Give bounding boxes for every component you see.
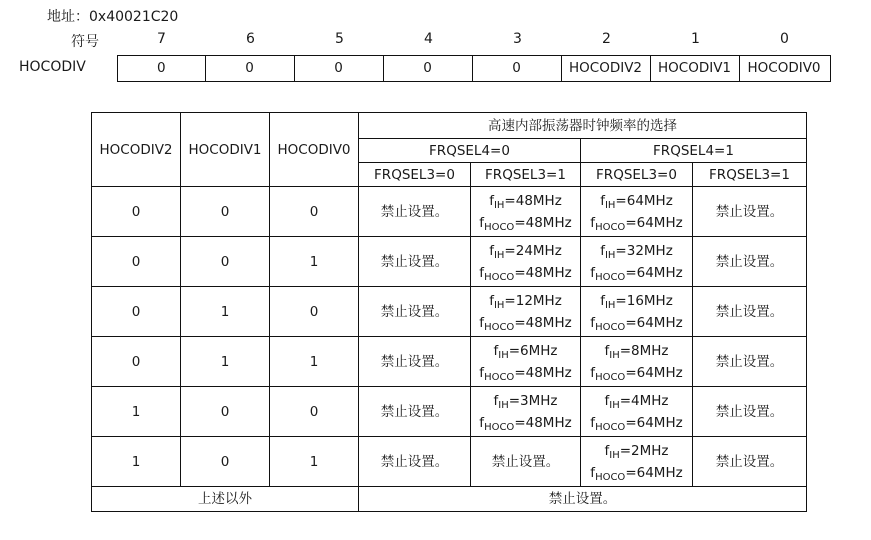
fih-value: $f_{IH}=64MHz$ [600,192,673,211]
frequency-cell [581,337,693,387]
forbidden-cell: 禁止设置。 [359,187,471,237]
fhoco-value: $f_{HOCO}=64MHz$ [590,414,683,433]
bit-value: 0 [270,187,359,237]
forbidden-cell: 禁止设置。 [693,237,807,287]
table-row [92,337,807,387]
frequency-cell [581,437,693,487]
bit-value: 1 [92,437,181,487]
fhoco-value: $f_{HOCO}=64MHz$ [590,464,683,483]
bit-number-0: 0 [780,31,789,47]
frequency-cell [581,237,693,287]
register-name: HOCODIV [19,59,86,75]
frqsel3-header: FRQSEL3=1 [471,163,581,187]
group-title: 高速内部振荡器时钟频率的选择 [359,113,807,139]
register-bit-4: 0 [384,56,473,81]
other-value: 禁止设置。 [359,487,807,512]
frqsel3-header: FRQSEL3=0 [581,163,693,187]
bit-value: 0 [92,237,181,287]
register-bit-0: HOCODIV0 [747,60,821,76]
bit-number-6: 6 [246,31,255,47]
frequency-cell [471,337,581,387]
forbidden-cell: 禁止设置。 [693,387,807,437]
symbol-label: 符号 [71,34,99,50]
fih-value: $f_{IH}=48MHz$ [489,192,562,211]
bit-value: 1 [270,337,359,387]
frequency-cell [471,187,581,237]
table-row [92,237,807,287]
table-row [92,387,807,437]
frequency-cell [581,387,693,437]
fih-value: $f_{IH}=4MHz$ [604,392,669,411]
bit-value: 1 [92,387,181,437]
column-header: HOCODIV0 [270,113,359,187]
fhoco-value: $f_{HOCO}=64MHz$ [590,314,683,333]
table-row [92,287,807,337]
bit-number-1: 1 [691,31,700,47]
forbidden-cell: 禁止设置。 [693,337,807,387]
frqsel3-header: FRQSEL3=1 [693,163,807,187]
bit-number-2: 2 [602,31,611,47]
bit-number-5: 5 [335,31,344,47]
frequency-cell [471,287,581,337]
bit-number-3: 3 [513,31,522,47]
hocodiv-setting-table [91,112,807,512]
forbidden-cell: 禁止设置。 [693,187,807,237]
fih-value: $f_{IH}=2MHz$ [604,442,669,461]
bit-value: 0 [181,437,270,487]
table-body [92,113,807,512]
fhoco-value: $f_{HOCO}=48MHz$ [479,314,572,333]
bit-value: 0 [92,337,181,387]
register-address: 地址：0x40021C20 [47,9,179,25]
column-header: HOCODIV2 [92,113,181,187]
register-bit-2: HOCODIV2 [562,56,651,81]
fhoco-value: $f_{HOCO}=64MHz$ [590,264,683,283]
forbidden-cell: 禁止设置。 [359,387,471,437]
bit-value: 0 [181,187,270,237]
bit-number-4: 4 [424,31,433,47]
fih-value: $f_{IH}=12MHz$ [489,292,562,311]
other-label: 上述以外 [92,487,359,512]
register-bit-6: 0 [206,56,295,81]
forbidden-cell: 禁止设置。 [359,287,471,337]
fhoco-value: $f_{HOCO}=48MHz$ [479,364,572,383]
fhoco-value: $f_{HOCO}=64MHz$ [590,214,683,233]
frequency-cell [581,187,693,237]
fih-value: $f_{IH}=32MHz$ [600,242,673,261]
bit-value: 0 [92,287,181,337]
forbidden-cell: 禁止设置。 [471,437,581,487]
frequency-cell [581,287,693,337]
fih-value: $f_{IH}=6MHz$ [493,342,558,361]
register-bit-layout [117,55,831,82]
fhoco-value: $f_{HOCO}=64MHz$ [590,364,683,383]
frequency-cell [471,387,581,437]
bit-value: 0 [270,287,359,337]
frequency-cell [471,237,581,287]
forbidden-cell: 禁止设置。 [693,287,807,337]
frqsel4-header: FRQSEL4=0 [359,139,581,163]
bit-value: 0 [270,387,359,437]
fih-value: $f_{IH}=8MHz$ [604,342,669,361]
bit-value: 0 [181,237,270,287]
table-row [92,437,807,487]
frqsel3-header: FRQSEL3=0 [359,163,471,187]
forbidden-cell: 禁止设置。 [693,437,807,487]
register-bit-5: 0 [295,56,384,81]
fih-value: $f_{IH}=3MHz$ [493,392,558,411]
bit-number-7: 7 [157,31,166,47]
bit-value: 1 [270,237,359,287]
fih-value: $f_{IH}=16MHz$ [600,292,673,311]
table-row [92,187,807,237]
fhoco-value: $f_{HOCO}=48MHz$ [479,214,572,233]
forbidden-cell: 禁止设置。 [359,337,471,387]
fih-value: $f_{IH}=24MHz$ [489,242,562,261]
frqsel4-header: FRQSEL4=1 [581,139,807,163]
fhoco-value: $f_{HOCO}=48MHz$ [479,414,572,433]
forbidden-cell: 禁止设置。 [359,237,471,287]
bit-value: 1 [181,287,270,337]
bit-value: 0 [181,387,270,437]
register-bit-3: 0 [473,56,562,81]
column-header: HOCODIV1 [181,113,270,187]
register-bit-1: HOCODIV1 [651,56,740,81]
register-bit-7: 0 [118,56,206,81]
bit-value: 0 [92,187,181,237]
fhoco-value: $f_{HOCO}=48MHz$ [479,264,572,283]
bit-value: 1 [270,437,359,487]
forbidden-cell: 禁止设置。 [359,437,471,487]
bit-value: 1 [181,337,270,387]
